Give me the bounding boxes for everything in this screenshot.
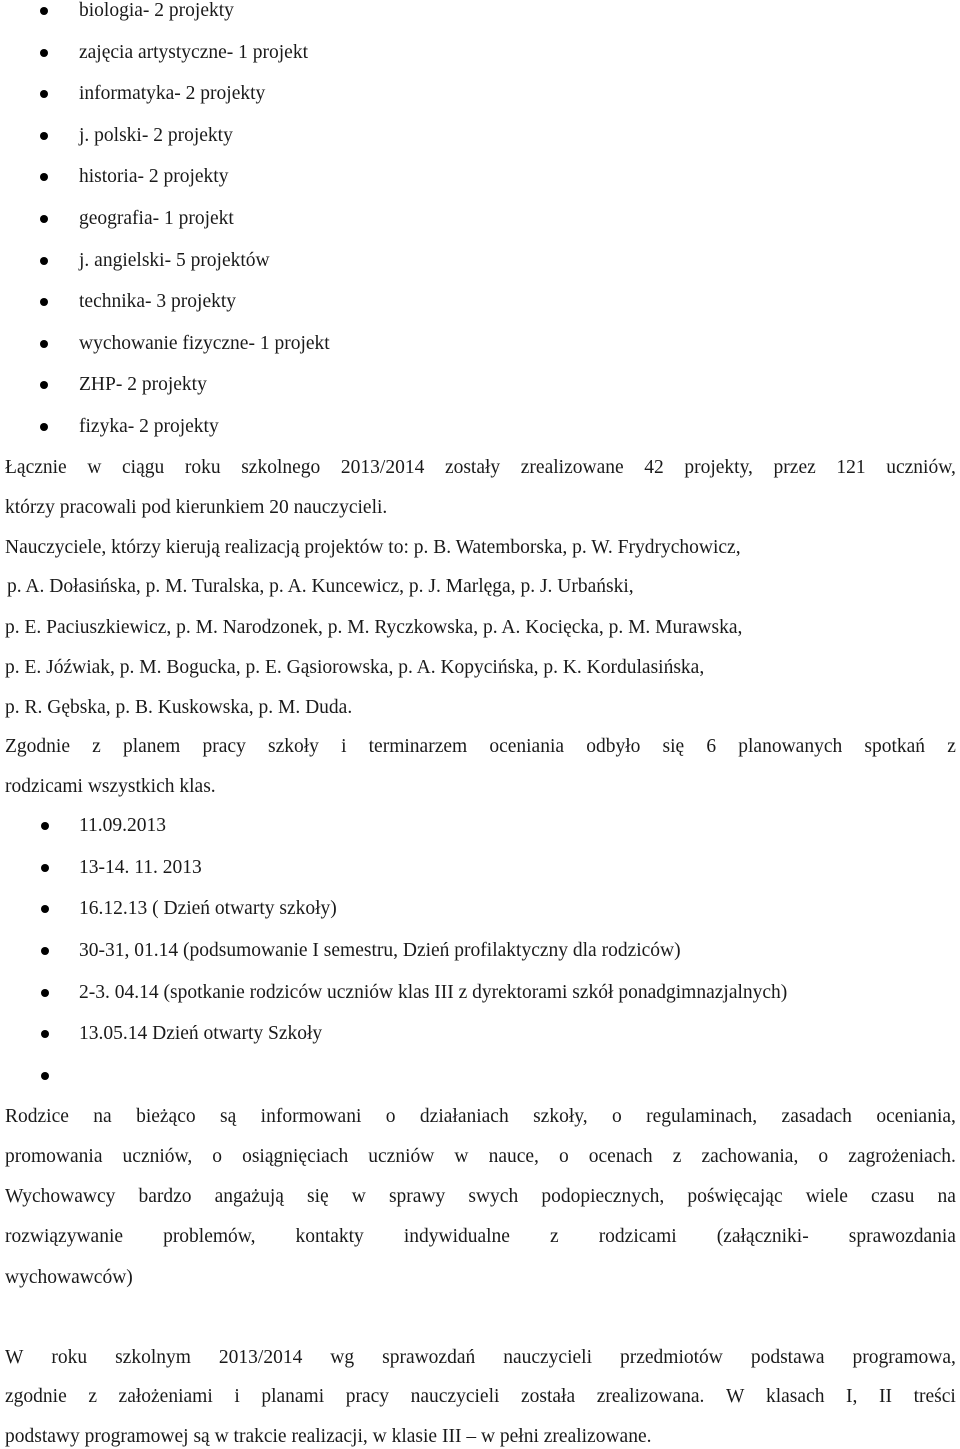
bullet-icon [41,989,49,997]
subject-item [0,165,960,207]
word: wg [330,1347,355,1368]
subjects-list [0,0,960,457]
word: II [879,1386,892,1407]
word: W [5,1347,24,1368]
subject-item [0,290,960,332]
subject-item-text: technika- 3 projekty [79,291,237,313]
word: osiągnięciach [242,1146,349,1167]
word: roku [51,1347,88,1368]
bullet-icon [40,7,48,15]
meetings-list-block [0,814,960,1106]
subject-item [0,249,960,291]
meetings-list [0,814,960,1106]
word: informowani [260,1106,362,1127]
word: 2013/2014 [218,1347,303,1368]
word: poświęcając [687,1186,783,1207]
subject-item-text: fizyka- 2 projekty [79,415,219,437]
word: o [612,1106,622,1127]
word: rozwiązywanie [5,1226,124,1247]
subject-item-text: geografia- 1 projekt [79,207,234,229]
subject-item [0,415,960,457]
word: z [550,1226,559,1247]
word: 2013/2014 [340,457,425,478]
word: bieżąco [136,1106,196,1127]
parents-line-3-justified [5,1185,956,1209]
bullet-icon [40,381,48,389]
word: planami [261,1386,325,1407]
word: W [726,1386,745,1407]
word: pracy [345,1386,390,1407]
curriculum-line-1-justified [5,1346,956,1370]
subject-item-text: zajęcia artystyczne- 1 projekt [79,41,309,63]
word: programowa, [852,1347,956,1368]
word: nauczycieli [410,1386,500,1407]
subject-item-text: informatyka- 2 projekty [79,83,266,105]
word: nauczycieli [503,1347,592,1368]
subject-item [0,332,960,374]
parents-line-1-justified [5,1105,956,1129]
word: szkoły, [533,1106,588,1127]
word: ciągu [122,457,165,478]
word: zrealizowane [520,457,624,478]
meeting-item [0,981,960,1023]
meeting-item [0,897,960,939]
summary-line-1-justified [5,456,956,480]
word: roku [184,457,221,478]
word: planem [122,736,181,757]
word: oceniania, [876,1106,956,1127]
word: z [88,1386,97,1407]
word: terminarzem [368,736,468,757]
word: przedmiotów [619,1347,723,1368]
teachers-line-2: p. A. Dołasińska, p. M. Turalska, p. A. Kuncewicz, p. J. Marlęga, p. J. Urbański, [7,576,634,597]
word: na [937,1186,956,1207]
word: kontakty [295,1226,364,1247]
teachers-line-1: Nauczyciele, którzy kierują realizacją projektów to: p. B. Watemborska, p. W. Frydrychowicz, [5,537,741,558]
subject-item-text: wychowanie fizyczne- 1 projekt [79,332,330,354]
bullet-icon [41,1030,49,1038]
bullet-icon [40,340,48,348]
word: promowania [5,1146,103,1167]
word: pracy [202,736,246,757]
word: szkolnego [241,457,321,478]
meeting-item [0,939,960,981]
word: Rodzice [5,1106,69,1127]
word: z [92,736,101,757]
word: ocenach [588,1146,653,1167]
word: przez [773,457,816,478]
word: Łącznie [5,457,67,478]
word: uczniów, [886,457,956,478]
bullet-icon [40,132,48,140]
bullet-icon [41,1072,49,1080]
meeting-item [0,1022,960,1064]
curriculum-line-2 [5,1385,956,1409]
word: projekty, [684,457,753,478]
word: indywidualne [403,1226,510,1247]
word: uczniów, [122,1146,193,1167]
word: o [212,1146,223,1167]
word: I, [846,1386,858,1407]
word: zrealizowana. [596,1386,705,1407]
summary-line-1 [5,456,956,480]
word: podopiecznych, [541,1186,665,1207]
word: się [662,736,685,757]
meetings-intro-justified [5,735,956,759]
subject-item [0,82,960,124]
subject-item [0,207,960,249]
word: o [385,1106,396,1127]
bullet-icon [40,215,48,223]
curriculum-line-1 [5,1346,956,1370]
parents-line-4-justified [5,1225,956,1249]
meeting-item [0,1064,960,1106]
subject-item-text: j. angielski- 5 projektów [79,249,270,271]
word: sprawozdań [382,1347,476,1368]
subject-item [0,41,960,83]
word: problemów, [163,1226,256,1247]
word: zachowania, [701,1146,799,1167]
meeting-item-text: 30-31, 01.14 (podsumowanie I semestru, Dzień profilaktyczny dla rodziców) [79,940,681,962]
meeting-item-text: 2-3. 04.14 (spotkanie rodziców uczniów klas III z dyrektorami szkół ponadgimnazjalnych) [79,981,788,1003]
subject-item-text: j. polski- 2 projekty [79,124,233,146]
subject-item [0,124,960,166]
bullet-icon [40,257,48,265]
teachers-line-3: p. E. Paciuszkiewicz, p. M. Narodzonek, p. M. Ryczkowska, p. A. Kocięcka, p. M. Murawska, [5,617,743,638]
bullet-icon [40,423,48,431]
word: regulaminach, [646,1106,758,1127]
bullet-icon [41,864,49,872]
word: w [351,1186,366,1207]
teachers-line-5: p. R. Gębska, p. B. Kuskowska, p. M. Duda. [5,697,353,718]
word: zagrożeniach. [848,1146,956,1167]
word: sprawy [388,1186,446,1207]
word: o [558,1146,569,1167]
word: 42 [644,457,664,478]
meeting-item-text: 13-14. 11. 2013 [79,856,202,878]
word: i [341,736,347,757]
word: odbyło [586,736,641,757]
word: klasach [765,1386,825,1407]
word: sprawozdania [848,1226,956,1247]
bullet-icon [41,947,49,955]
word: są [220,1106,237,1127]
word: podstawa [750,1347,825,1368]
meeting-item-text: 16.12.13 ( Dzień otwarty szkoły) [79,898,337,920]
word: się [307,1186,329,1207]
parents-line-5: wychowawców) [5,1267,133,1288]
word: treści [913,1386,956,1407]
meeting-item-text: 13.05.14 Dzień otwarty Szkoły [79,1023,323,1045]
bullet-icon [41,822,49,830]
word: zostały [444,457,501,478]
subject-item-text: ZHP- 2 projekty [79,374,207,396]
word: czasu [871,1186,915,1207]
word: w [87,457,102,478]
bullet-icon [40,90,48,98]
curriculum-line-2-justified [5,1385,956,1409]
word: oceniania [489,736,565,757]
word: uczniów [368,1146,435,1167]
meeting-item [0,856,960,898]
parents-line-2-justified [5,1145,956,1169]
parents-line-2 [5,1145,956,1169]
word: wiele [805,1186,848,1207]
word: szkoły [267,736,319,757]
word: o [818,1146,829,1167]
word: rodzicami [598,1226,677,1247]
word: bardzo [138,1186,192,1207]
meetings-intro-line-1 [5,735,956,759]
word: Wychowawcy [5,1186,116,1207]
word: angażują [214,1186,284,1207]
subject-item [0,0,960,41]
parents-line-4 [5,1225,956,1249]
word: została [520,1386,576,1407]
word: z [947,736,956,757]
word: i [234,1386,240,1407]
word: spotkań [864,736,926,757]
word: 121 [836,457,866,478]
word: planowanych [738,736,843,757]
bullet-icon [40,298,48,306]
word: nauce, [488,1146,539,1167]
word: Zgodnie [5,736,70,757]
word: zasadach [781,1106,852,1127]
subjects-list-block [0,0,960,457]
subject-item-text: biologia- 2 projekty [79,0,234,21]
bullet-icon [41,905,49,913]
bullet-icon [40,173,48,181]
word: założeniami [118,1386,213,1407]
meeting-item-text: 11.09.2013 [79,815,167,836]
word: na [93,1106,112,1127]
word: szkolnym [115,1347,191,1368]
teachers-line-4: p. E. Jóźwiak, p. M. Bogucka, p. E. Gąsiorowska, p. A. Kopycińska, p. K. Kordulasińska, [5,657,705,678]
word: działaniach [419,1106,509,1127]
parents-line-1 [5,1105,956,1129]
word: z [672,1146,682,1167]
summary-line-2: którzy pracowali pod kierunkiem 20 nauczycieli. [5,497,388,518]
word: (załączniki- [716,1226,809,1247]
word: zgodnie [5,1386,67,1407]
word: swych [468,1186,519,1207]
word: w [454,1146,469,1167]
meeting-item [0,814,960,856]
bullet-icon [40,49,48,57]
curriculum-line-3: podstawy programowej są w trakcie realizacji, w klasie III – w pełni zrealizowane. [5,1426,652,1447]
parents-line-3 [5,1185,956,1209]
subject-item-text: historia- 2 projekty [79,166,229,188]
meetings-intro-line-2: rodzicami wszystkich klas. [5,776,216,797]
subject-item [0,373,960,415]
word: 6 [706,736,717,757]
